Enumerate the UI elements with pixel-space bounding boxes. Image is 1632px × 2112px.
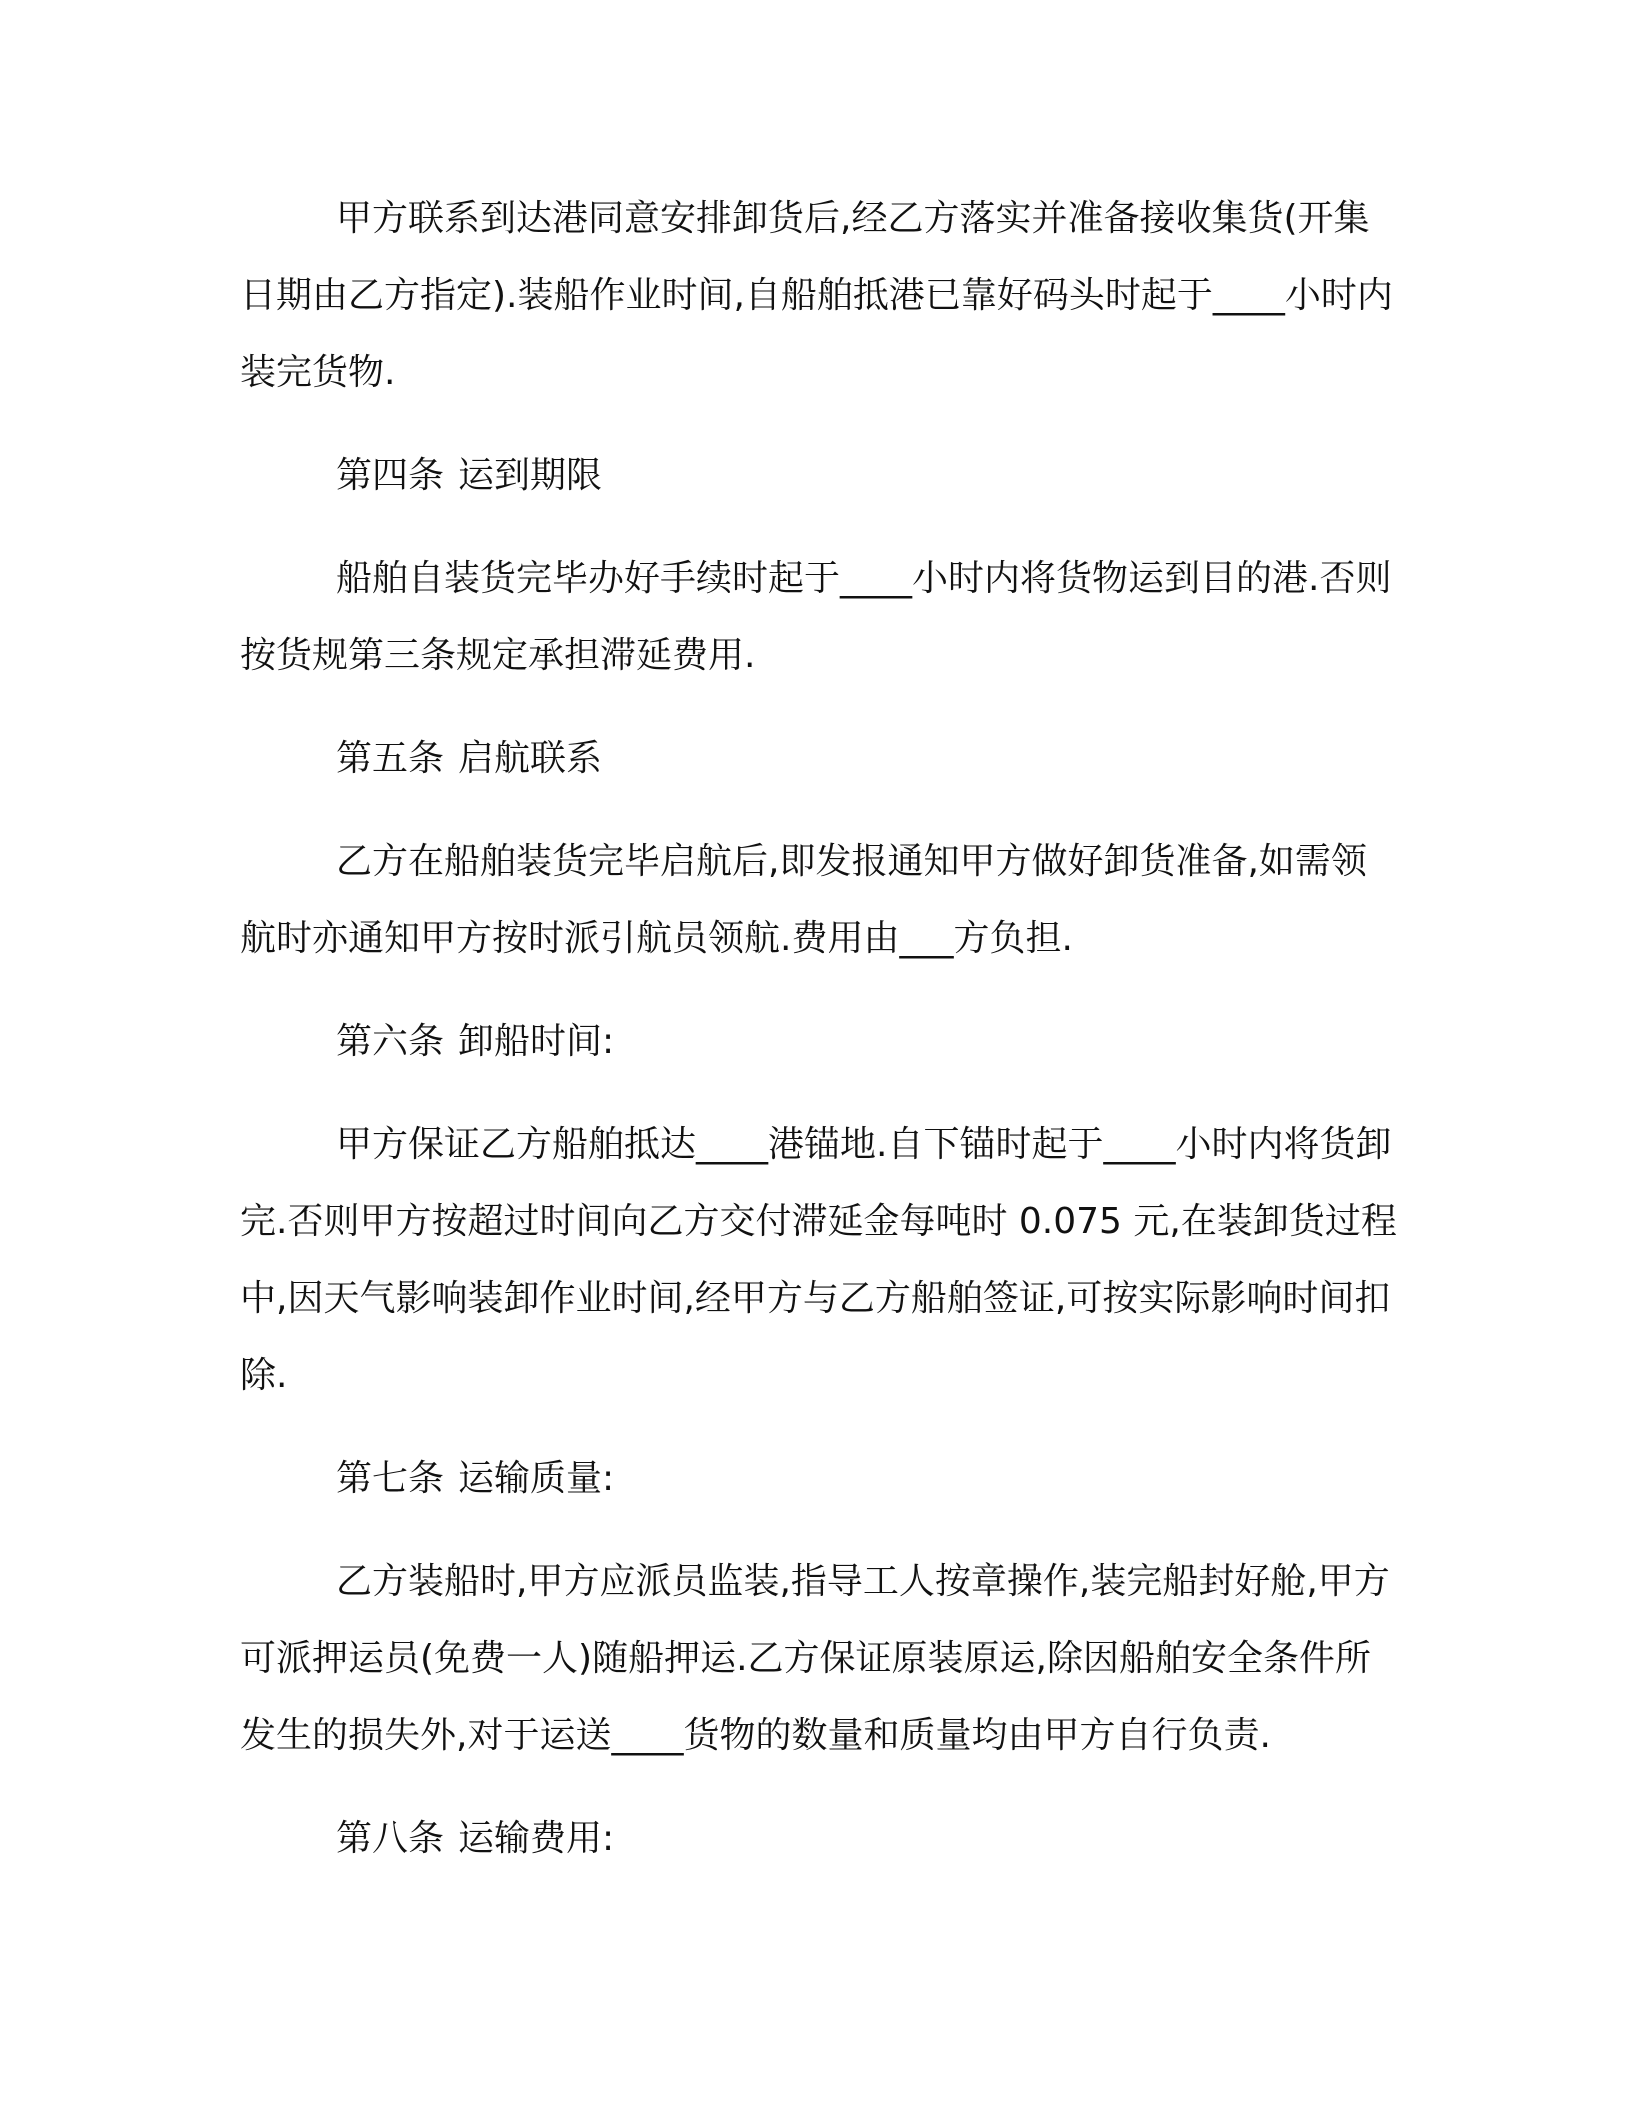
article-4-heading — [240, 437, 1400, 514]
article-6-heading — [240, 1003, 1400, 1080]
article-number: 第四条 — [336, 455, 445, 496]
paragraph-loading-time: 甲方联系到达港同意安排卸货后,经乙方落实并准备接收集货(开集日期由乙方指定).装船作业时间,自船舶抵港已靠好码头时起于____小时内装完货物. — [240, 198, 1393, 393]
article-title: 卸船时间: — [458, 1021, 615, 1062]
article-title: 运输费用: — [458, 1818, 615, 1859]
article-8-heading — [240, 1800, 1400, 1877]
article-title: 启航联系 — [458, 738, 603, 779]
document-body — [240, 180, 1400, 1903]
article-number: 第六条 — [336, 1021, 445, 1062]
article-title: 运输质量: — [458, 1458, 615, 1499]
paragraph-unloading-time: 甲方保证乙方船舶抵达____港锚地.自下锚时起于____小时内将货卸完.否则甲方按超过时间向乙方交付滞延金每吨时 0.075 元,在装卸货过程中,因天气影响装卸作业时间,经甲方与乙方船舶签证,可按实际影响时间扣除. — [240, 1124, 1397, 1396]
article-number: 第七条 — [336, 1458, 445, 1499]
article-7-heading — [240, 1440, 1400, 1517]
article-5-heading — [240, 720, 1400, 797]
article-number: 第五条 — [336, 738, 445, 779]
article-number: 第八条 — [336, 1818, 445, 1859]
paragraph-delivery-deadline: 船舶自装货完毕办好手续时起于____小时内将货物运到目的港.否则按货规第三条规定承担滞延费用. — [240, 558, 1392, 676]
paragraph-transport-quality: 乙方装船时,甲方应派员监装,指导工人按章操作,装完船封好舱,甲方可派押运员(免费一人)随船押运.乙方保证原装原运,除因船舶安全条件所发生的损失外,对于运送____货物的数量和质量均由甲方自行负责. — [240, 1561, 1390, 1756]
article-title: 运到期限 — [458, 455, 603, 496]
paragraph-departure-contact: 乙方在船舶装货完毕启航后,即发报通知甲方做好卸货准备,如需领航时亦通知甲方按时派引航员领航.费用由___方负担. — [240, 841, 1367, 959]
